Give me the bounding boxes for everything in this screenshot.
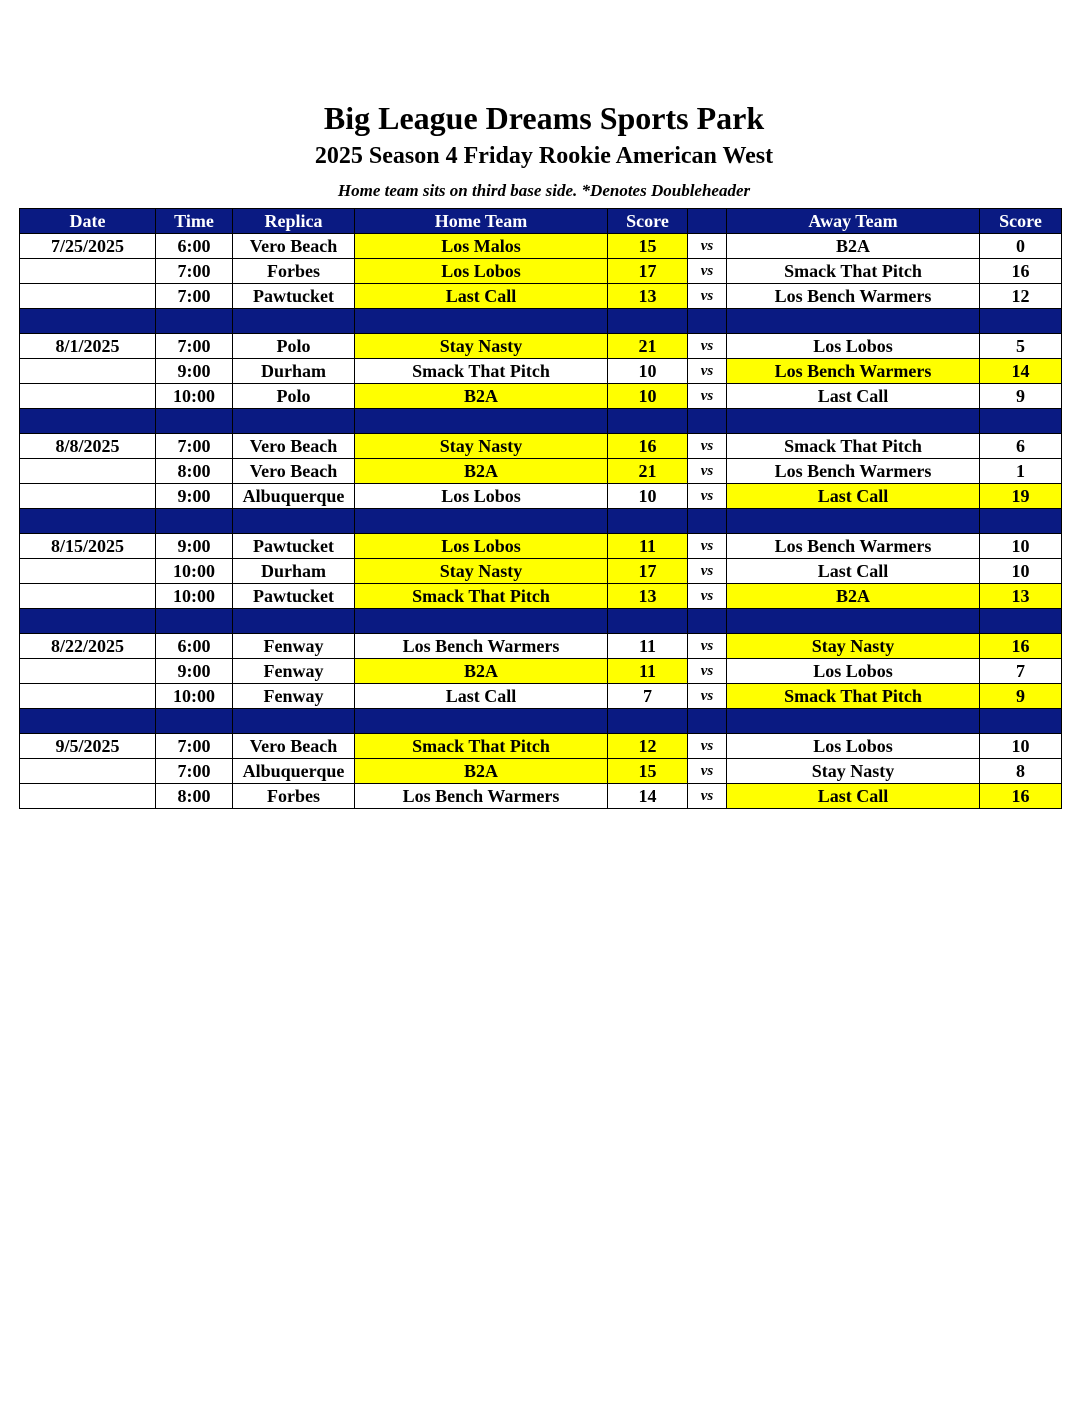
game-replica: Vero Beach (233, 459, 355, 484)
separator-cell (980, 409, 1062, 434)
home-score: 7 (608, 684, 688, 709)
game-date (20, 784, 156, 809)
col-header-home-score: Score (608, 209, 688, 234)
vs-label: vs (688, 484, 727, 509)
separator-cell (727, 509, 980, 534)
game-replica: Polo (233, 384, 355, 409)
page-title: Big League Dreams Sports Park (323, 100, 765, 136)
home-score: 21 (608, 459, 688, 484)
game-date (20, 684, 156, 709)
game-date (20, 259, 156, 284)
home-score: 14 (608, 784, 688, 809)
home-team: B2A (355, 384, 608, 409)
away-score: 14 (980, 359, 1062, 384)
home-team: B2A (355, 759, 608, 784)
game-replica: Forbes (233, 784, 355, 809)
away-team: Last Call (727, 484, 980, 509)
separator-cell (727, 409, 980, 434)
game-time: 9:00 (156, 484, 233, 509)
game-row (20, 459, 1062, 484)
schedule-table (19, 208, 1062, 809)
away-team: Los Lobos (727, 334, 980, 359)
separator-cell (20, 309, 156, 334)
home-score: 17 (608, 259, 688, 284)
week-separator (20, 609, 1062, 634)
away-score: 19 (980, 484, 1062, 509)
game-replica: Fenway (233, 634, 355, 659)
separator-cell (20, 609, 156, 634)
vs-label: vs (688, 259, 727, 284)
away-score: 10 (980, 534, 1062, 559)
separator-cell (355, 709, 608, 734)
away-team: Los Lobos (727, 734, 980, 759)
separator-cell (608, 709, 688, 734)
game-time: 7:00 (156, 434, 233, 459)
separator-cell (688, 709, 727, 734)
game-time: 10:00 (156, 559, 233, 584)
vs-label: vs (688, 734, 727, 759)
game-date (20, 584, 156, 609)
game-row (20, 284, 1062, 309)
game-replica: Durham (233, 559, 355, 584)
game-replica: Polo (233, 334, 355, 359)
game-row (20, 684, 1062, 709)
game-row (20, 234, 1062, 259)
game-date (20, 359, 156, 384)
vs-label: vs (688, 234, 727, 259)
away-team: Los Bench Warmers (727, 534, 980, 559)
away-score: 13 (980, 584, 1062, 609)
game-time: 9:00 (156, 534, 233, 559)
home-score: 21 (608, 334, 688, 359)
away-score: 9 (980, 384, 1062, 409)
home-team: Los Lobos (355, 259, 608, 284)
week-separator (20, 709, 1062, 734)
game-row (20, 359, 1062, 384)
col-header-home-team: Home Team (355, 209, 608, 234)
away-team: Last Call (727, 384, 980, 409)
separator-cell (727, 709, 980, 734)
game-replica: Pawtucket (233, 584, 355, 609)
home-score: 15 (608, 234, 688, 259)
separator-cell (233, 609, 355, 634)
game-time: 7:00 (156, 759, 233, 784)
separator-cell (156, 409, 233, 434)
schedule-body (20, 234, 1062, 809)
col-header-vs (688, 209, 727, 234)
vs-label: vs (688, 784, 727, 809)
home-team: Los Bench Warmers (355, 634, 608, 659)
home-score: 11 (608, 659, 688, 684)
game-replica: Albuquerque (233, 759, 355, 784)
game-time: 10:00 (156, 584, 233, 609)
home-score: 17 (608, 559, 688, 584)
week-separator (20, 409, 1062, 434)
vs-label: vs (688, 684, 727, 709)
col-header-away-score: Score (980, 209, 1062, 234)
home-team: Los Lobos (355, 484, 608, 509)
game-replica: Pawtucket (233, 534, 355, 559)
game-date (20, 484, 156, 509)
separator-cell (688, 309, 727, 334)
game-date (20, 384, 156, 409)
separator-cell (727, 309, 980, 334)
away-score: 6 (980, 434, 1062, 459)
game-row (20, 584, 1062, 609)
game-date: 8/8/2025 (20, 434, 156, 459)
game-date: 8/1/2025 (20, 334, 156, 359)
separator-cell (233, 409, 355, 434)
away-score: 8 (980, 759, 1062, 784)
away-score: 10 (980, 734, 1062, 759)
separator-cell (980, 509, 1062, 534)
home-score: 11 (608, 534, 688, 559)
game-row (20, 384, 1062, 409)
game-time: 6:00 (156, 634, 233, 659)
game-replica: Pawtucket (233, 284, 355, 309)
away-score: 5 (980, 334, 1062, 359)
game-replica: Vero Beach (233, 434, 355, 459)
game-time: 7:00 (156, 284, 233, 309)
col-header-away-team: Away Team (727, 209, 980, 234)
game-date: 8/15/2025 (20, 534, 156, 559)
separator-cell (608, 309, 688, 334)
game-time: 8:00 (156, 784, 233, 809)
game-time: 9:00 (156, 359, 233, 384)
away-score: 10 (980, 559, 1062, 584)
home-score: 13 (608, 284, 688, 309)
away-score: 16 (980, 634, 1062, 659)
game-row (20, 484, 1062, 509)
game-replica: Albuquerque (233, 484, 355, 509)
home-team: Los Lobos (355, 534, 608, 559)
vs-label: vs (688, 659, 727, 684)
game-time: 10:00 (156, 684, 233, 709)
home-score: 16 (608, 434, 688, 459)
separator-cell (688, 409, 727, 434)
separator-cell (20, 409, 156, 434)
game-date (20, 759, 156, 784)
game-replica: Durham (233, 359, 355, 384)
separator-cell (355, 409, 608, 434)
game-row (20, 734, 1062, 759)
separator-cell (980, 709, 1062, 734)
game-date (20, 559, 156, 584)
separator-cell (355, 309, 608, 334)
game-row (20, 759, 1062, 784)
vs-label: vs (688, 759, 727, 784)
game-date: 8/22/2025 (20, 634, 156, 659)
vs-label: vs (688, 534, 727, 559)
vs-label: vs (688, 459, 727, 484)
home-team: Los Malos (355, 234, 608, 259)
separator-cell (688, 509, 727, 534)
home-team: Last Call (355, 684, 608, 709)
game-row (20, 434, 1062, 459)
separator-cell (233, 709, 355, 734)
game-replica: Fenway (233, 684, 355, 709)
away-score: 12 (980, 284, 1062, 309)
game-time: 6:00 (156, 234, 233, 259)
away-team: Smack That Pitch (727, 684, 980, 709)
home-team: Smack That Pitch (355, 359, 608, 384)
game-time: 7:00 (156, 334, 233, 359)
vs-label: vs (688, 559, 727, 584)
away-score: 16 (980, 259, 1062, 284)
game-row (20, 334, 1062, 359)
separator-cell (156, 509, 233, 534)
home-team: Smack That Pitch (355, 584, 608, 609)
game-time: 9:00 (156, 659, 233, 684)
vs-label: vs (688, 334, 727, 359)
separator-cell (156, 709, 233, 734)
away-team: Los Bench Warmers (727, 359, 980, 384)
separator-cell (608, 609, 688, 634)
col-header-time: Time (156, 209, 233, 234)
game-date (20, 459, 156, 484)
home-team: Smack That Pitch (355, 734, 608, 759)
game-row (20, 259, 1062, 284)
vs-label: vs (688, 634, 727, 659)
away-score: 0 (980, 234, 1062, 259)
away-score: 16 (980, 784, 1062, 809)
away-team: Los Bench Warmers (727, 459, 980, 484)
game-replica: Vero Beach (233, 734, 355, 759)
game-time: 10:00 (156, 384, 233, 409)
game-date: 9/5/2025 (20, 734, 156, 759)
game-replica: Forbes (233, 259, 355, 284)
home-score: 15 (608, 759, 688, 784)
separator-cell (20, 709, 156, 734)
game-date (20, 284, 156, 309)
home-score: 11 (608, 634, 688, 659)
game-row (20, 634, 1062, 659)
home-team: B2A (355, 659, 608, 684)
vs-label: vs (688, 434, 727, 459)
away-team: Last Call (727, 784, 980, 809)
game-replica: Fenway (233, 659, 355, 684)
vs-label: vs (688, 384, 727, 409)
separator-cell (688, 609, 727, 634)
col-header-date: Date (20, 209, 156, 234)
separator-cell (727, 609, 980, 634)
game-time: 7:00 (156, 734, 233, 759)
home-team: Stay Nasty (355, 434, 608, 459)
away-team: Smack That Pitch (727, 434, 980, 459)
away-team: Stay Nasty (727, 634, 980, 659)
away-score: 9 (980, 684, 1062, 709)
away-team: B2A (727, 234, 980, 259)
separator-cell (355, 509, 608, 534)
away-team: Los Bench Warmers (727, 284, 980, 309)
home-team: Last Call (355, 284, 608, 309)
home-score: 13 (608, 584, 688, 609)
away-team: Los Lobos (727, 659, 980, 684)
game-date (20, 659, 156, 684)
separator-cell (608, 509, 688, 534)
home-score: 10 (608, 359, 688, 384)
away-team: B2A (727, 584, 980, 609)
away-team: Stay Nasty (727, 759, 980, 784)
separator-cell (980, 609, 1062, 634)
home-score: 10 (608, 484, 688, 509)
page-subtitle: 2025 Season 4 Friday Rookie American West (314, 143, 774, 169)
home-team: Stay Nasty (355, 559, 608, 584)
game-time: 7:00 (156, 259, 233, 284)
home-score: 10 (608, 384, 688, 409)
game-row (20, 559, 1062, 584)
home-team: Los Bench Warmers (355, 784, 608, 809)
separator-cell (20, 509, 156, 534)
home-team: Stay Nasty (355, 334, 608, 359)
separator-cell (233, 309, 355, 334)
game-row (20, 659, 1062, 684)
away-score: 7 (980, 659, 1062, 684)
col-header-replica: Replica (233, 209, 355, 234)
away-team: Last Call (727, 559, 980, 584)
week-separator (20, 509, 1062, 534)
separator-cell (608, 409, 688, 434)
game-row (20, 534, 1062, 559)
page-note: Home team sits on third base side. *Denotes Doubleheader (337, 181, 751, 200)
away-team: Smack That Pitch (727, 259, 980, 284)
week-separator (20, 309, 1062, 334)
separator-cell (156, 309, 233, 334)
game-replica: Vero Beach (233, 234, 355, 259)
vs-label: vs (688, 284, 727, 309)
away-score: 1 (980, 459, 1062, 484)
vs-label: vs (688, 584, 727, 609)
home-team: B2A (355, 459, 608, 484)
vs-label: vs (688, 359, 727, 384)
separator-cell (156, 609, 233, 634)
game-date: 7/25/2025 (20, 234, 156, 259)
separator-cell (233, 509, 355, 534)
separator-cell (980, 309, 1062, 334)
home-score: 12 (608, 734, 688, 759)
header-row (20, 209, 1062, 234)
game-time: 8:00 (156, 459, 233, 484)
separator-cell (355, 609, 608, 634)
game-row (20, 784, 1062, 809)
